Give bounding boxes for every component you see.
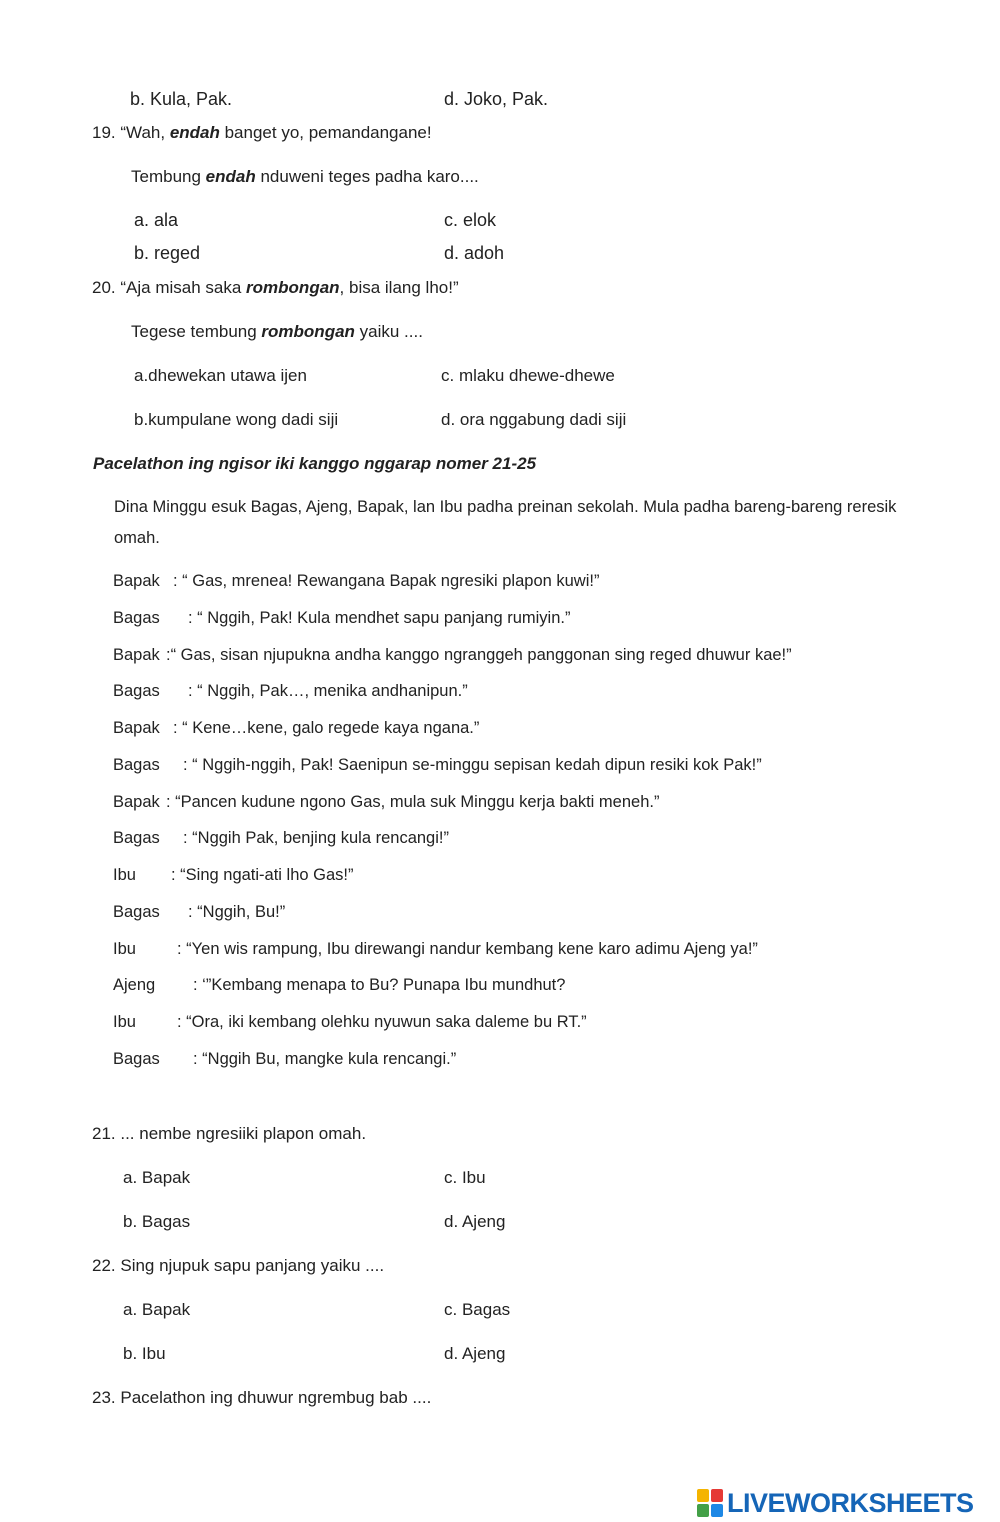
question-19 (92, 123, 432, 143)
q22-option-a[interactable]: a. Bapak (123, 1300, 191, 1319)
q19-option-b[interactable]: b. reged (134, 243, 201, 263)
question-23: 23. Pacelathon ing dhuwur ngrembug bab .... (92, 1388, 432, 1407)
dialogue-speaker: Bagas (113, 829, 160, 847)
dialogue-line: : ‘”Kembang menapa to Bu? Punapa Ibu mundhut? (193, 976, 566, 994)
dialogue-line: : “Nggih, Bu!” (188, 903, 286, 921)
dialogue-speaker: Ibu (113, 1013, 136, 1031)
question-number: 20. (92, 278, 116, 297)
question-text-post: , bisa ilang lho!” (339, 278, 459, 297)
section-heading: Pacelathon ing ngisor iki kanggo nggarap nomer 21-25 (93, 454, 537, 473)
question-19-prompt: Tembung endah nduweni teges padha karo.... (131, 167, 479, 186)
dialogue-speaker: Bapak (113, 646, 160, 664)
dialogue-speaker: Bagas (113, 682, 160, 700)
dialogue-line: : “Ora, iki kembang olehku nyuwun saka daleme bu RT.” (177, 1013, 587, 1031)
question-number: 19. (92, 123, 116, 142)
dialogue-line: : “Pancen kudune ngono Gas, mula suk Minggu kerja bakti meneh.” (166, 793, 660, 811)
q20-option-b[interactable]: b.kumpulane wong dadi siji (134, 410, 339, 429)
question-text-post: banget yo, pemandangane! (219, 123, 432, 142)
q18-option-b[interactable]: b. Kula, Pak. (130, 89, 233, 109)
dialogue-speaker: Ibu (113, 866, 136, 884)
dialogue-speaker: Bagas (113, 903, 160, 921)
q20-option-a[interactable]: a.dhewekan utawa ijen (134, 366, 307, 385)
dialogue-line: :“ Gas, sisan njupukna andha kanggo ngranggeh panggonan sing reged dhuwur kae!” (166, 646, 792, 664)
dialogue-speaker: Bagas (113, 756, 160, 774)
question-20 (92, 278, 459, 298)
dialogue-line: : “ Nggih, Pak! Kula mendhet sapu panjang rumiyin.” (188, 609, 571, 627)
q21-option-d[interactable]: d. Ajeng (444, 1212, 506, 1231)
question-text-pre: “Aja misah saka (120, 278, 247, 297)
q19-option-a[interactable]: a. ala (134, 210, 179, 230)
logo-text: LIVEWORKSHEETS (727, 1487, 974, 1518)
logo-blocks-icon (697, 1489, 723, 1517)
dialogue-speaker: Bapak (113, 719, 160, 737)
question-21: 21. ... nembe ngresiiki plapon omah. (92, 1124, 367, 1143)
question-keyword: endah (169, 123, 220, 142)
question-text-pre: “Wah, (120, 123, 170, 142)
intro-paragraph: Dina Minggu esuk Bagas, Ajeng, Bapak, lan Ibu padha preinan sekolah. Mula padha bareng-bareng reresik omah. (114, 498, 897, 547)
q19-option-c[interactable]: c. elok (444, 210, 497, 230)
dialogue-line: : “ Nggih, Pak…, menika andhanipun.” (188, 682, 468, 700)
dialogue-line: : “Sing ngati-ati lho Gas!” (171, 866, 354, 884)
dialogue-speaker: Bapak (113, 572, 160, 590)
q18-option-d[interactable]: d. Joko, Pak. (444, 89, 549, 109)
question-keyword: rombongan (246, 278, 340, 297)
dialogue-speaker: Bagas (113, 1050, 160, 1068)
dialogue-line: : “ Gas, mrenea! Rewangana Bapak ngresiki plapon kuwi!” (173, 572, 600, 590)
dialogue-speaker: Ibu (113, 940, 136, 958)
dialogue-line: : “ Kene…kene, galo regede kaya ngana.” (173, 719, 480, 737)
dialogue-line: : “ Nggih-nggih, Pak! Saenipun se-minggu sepisan kedah dipun resiki kok Pak!” (183, 756, 762, 774)
question-20-prompt: Tegese tembung rombongan yaiku .... (131, 322, 423, 341)
q21-option-c[interactable]: c. Ibu (444, 1168, 486, 1187)
q20-option-c[interactable]: c. mlaku dhewe-dhewe (441, 366, 615, 385)
dialogue-line: : “Nggih Pak, benjing kula rencangi!” (183, 829, 449, 847)
dialogue-line: : “Yen wis rampung, Ibu direwangi nandur kembang kene karo adimu Ajeng ya!” (177, 940, 758, 958)
liveworksheets-logo (697, 1488, 974, 1518)
dialogue-line: : “Nggih Bu, mangke kula rencangi.” (193, 1050, 457, 1068)
q22-option-b[interactable]: b. Ibu (123, 1344, 166, 1363)
q20-option-d[interactable]: d. ora nggabung dadi siji (441, 410, 627, 429)
q21-option-b[interactable]: b. Bagas (123, 1212, 191, 1231)
dialogue-speaker: Bapak (113, 793, 160, 811)
question-22: 22. Sing njupuk sapu panjang yaiku .... (92, 1256, 385, 1275)
q22-option-d[interactable]: d. Ajeng (444, 1344, 506, 1363)
q21-option-a[interactable]: a. Bapak (123, 1168, 191, 1187)
q19-option-d[interactable]: d. adoh (444, 243, 505, 263)
dialogue-speaker: Ajeng (113, 976, 156, 994)
q22-option-c[interactable]: c. Bagas (444, 1300, 511, 1319)
dialogue-speaker: Bagas (113, 609, 160, 627)
